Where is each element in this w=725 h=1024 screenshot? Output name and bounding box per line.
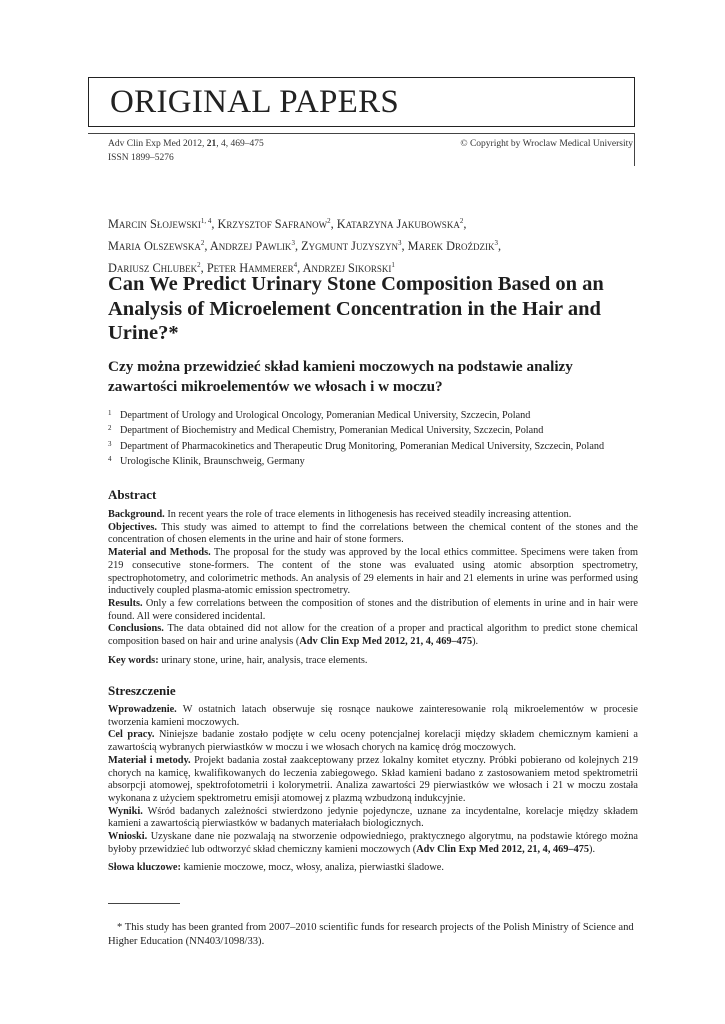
abstract-heading: Abstract xyxy=(108,487,157,502)
author: Katarzyna Jakubowska$^2$, xyxy=(336,217,467,232)
abstract-methods: Material and Methods. The proposal for the study was approved by the local ethics committee. Specimens were taken from 219 consecutive stone-formers. The content of the stone was evaluated using atomic absorption spectrometry, spectrophotometry, and colorimetric methods. An analysis of 29 elements in hair and 21 elements in urine was performed using inductively coupled plasma-atomic emission spectrometry. xyxy=(108,547,638,597)
author: Zygmunt Juzyszyn$^3$, xyxy=(301,239,408,254)
abstract-body xyxy=(108,509,638,667)
abstract-keywords: Key words: urinary stone, urine, hair, analysis, trace elements. xyxy=(108,654,368,666)
affiliation-list xyxy=(108,407,648,469)
author: Marcin Słojewski$^{1, 4}$, xyxy=(108,217,218,232)
affiliation: 4 Urologische Klinik, Braunschweig, Germany xyxy=(108,455,305,468)
section-title: ORIGINAL PAPERS xyxy=(110,84,400,120)
affiliation: 1 Department of Urology and Urological Oncology, Pomeranian Medical University, Szczecin, Poland xyxy=(108,409,531,421)
journal-citation: Adv Clin Exp Med 2012, 21, 4, 469–475 xyxy=(108,139,264,149)
copyright: © Copyright by Wroclaw Medical University xyxy=(460,139,633,149)
issn: ISSN 1899–5276 xyxy=(108,153,174,163)
streszczenie-cel: Cel pracy. Niniejsze badanie zostało podjęte w celu oceny potencjalnej korelacji między składem chemicznym kamieni a zawartością wybranych pierwiastków w moczu i we włosach chorych na kamicę dróg moczowych. xyxy=(108,729,638,754)
paper-title-english: Can We Predict Urinary Stone Composition Based on an Analysis of Microelement Concentration in the Hair and Urine?* xyxy=(108,273,604,344)
abstract-objectives: Objectives. This study was aimed to attempt to find the correlations between the chemical content of the stones and the concentration of chosen elements in the urine and hair of stone formers. xyxy=(108,521,638,546)
author: Andrzej Sikorski$^1$ xyxy=(302,261,395,276)
author: Marek Droździk$^3$, xyxy=(407,239,502,254)
funding-footnote: * This study has been granted from 2007–2010 scientific funds for research projects of the Polish Ministry of Science and Higher Education (NN403/1098/33). xyxy=(108,922,634,947)
abstract-background: Background. In recent years the role of trace elements in lithogenesis has received steadily increasing attention. xyxy=(108,509,572,520)
affiliation: 2 Department of Biochemistry and Medical Chemistry, Pomeranian Medical University, Szczecin, Poland xyxy=(108,424,544,437)
streszczenie-body xyxy=(108,704,638,875)
paper-title-polish: Czy można przewidzieć skład kamieni moczowych na podstawie analizy zawartości mikroelementów we włosach i w moczu? xyxy=(108,358,573,395)
author: Krzysztof Safranow$^2$, xyxy=(217,217,337,232)
author: Andrzej Pawlik$^3$, xyxy=(209,239,302,254)
streszczenie-metody: Materiał i metody. Projekt badania został zaakceptowany przez lokalny komitet etyczny. Próbki pobierano od kolejnych 219 chorych na kamicę, kwalifikowanych do leczenia zabiegowego. Skład kamieni badano z zastosowaniem metod spektrometrii absorpcji atomowej, spektrofotometrii i kolorymetrii. Analiza zawartości 29 pierwiastków we włosach i 21 w moczu została wykonana z użyciem spektrometru emisji atomowej z plazmą wzbudzoną indukcyjnie. xyxy=(108,754,638,804)
streszczenie-wnioski: Wnioski. Uzyskane dane nie pozwalają na stworzenie odpowiedniego, praktycznego algorytmu, na podstawie którego można byłoby przewidzieć lub odtworzyć skład chemiczny kamieni moczowych (Adv Clin Exp Med 2012, 21, 4, 469–475). xyxy=(108,831,638,855)
streszczenie-wprowadzenie: Wprowadzenie. W ostatnich latach obserwuje się rosnące naukowe zainteresowanie rolą mikroelementów w procesie tworzenia kamieni moczowych. xyxy=(108,704,638,728)
author-list xyxy=(108,212,638,278)
footnote-divider xyxy=(108,903,180,904)
streszczenie-heading: Streszczenie xyxy=(108,683,176,698)
streszczenie-keywords: Słowa kluczowe: kamienie moczowe, mocz, włosy, analiza, pierwiastki śladowe. xyxy=(108,862,444,874)
affiliation: 3 Department of Pharmacokinetics and Therapeutic Drug Monitoring, Pomeranian Medical University, Szczecin, Poland xyxy=(108,439,605,452)
author: Maria Olszewska$^2$, xyxy=(108,239,210,254)
author: Peter Hammerer$^4$, xyxy=(206,261,303,276)
abstract-conclusions: Conclusions. The data obtained did not allow for the creation of a proper and practical algorithm to predict stone chemical composition based on hair and urine analysis (Adv Clin Exp Med 2012, 21, 4, 469–475). xyxy=(108,623,638,648)
streszczenie-wyniki: Wyniki. Wśród badanych zależności stwierdzono jedynie pojedyncze, uznane za incydentalne, korelacje między składem kamieni a zawartością pierwiastków w badanych materiałach biologicznych. xyxy=(108,805,638,830)
author: Dariusz Chlubek$^2$, xyxy=(108,261,207,276)
abstract-results: Results. Only a few correlations between the composition of stones and the distribution of elements in urine and in hair were found. All were considered incidental. xyxy=(108,597,638,622)
